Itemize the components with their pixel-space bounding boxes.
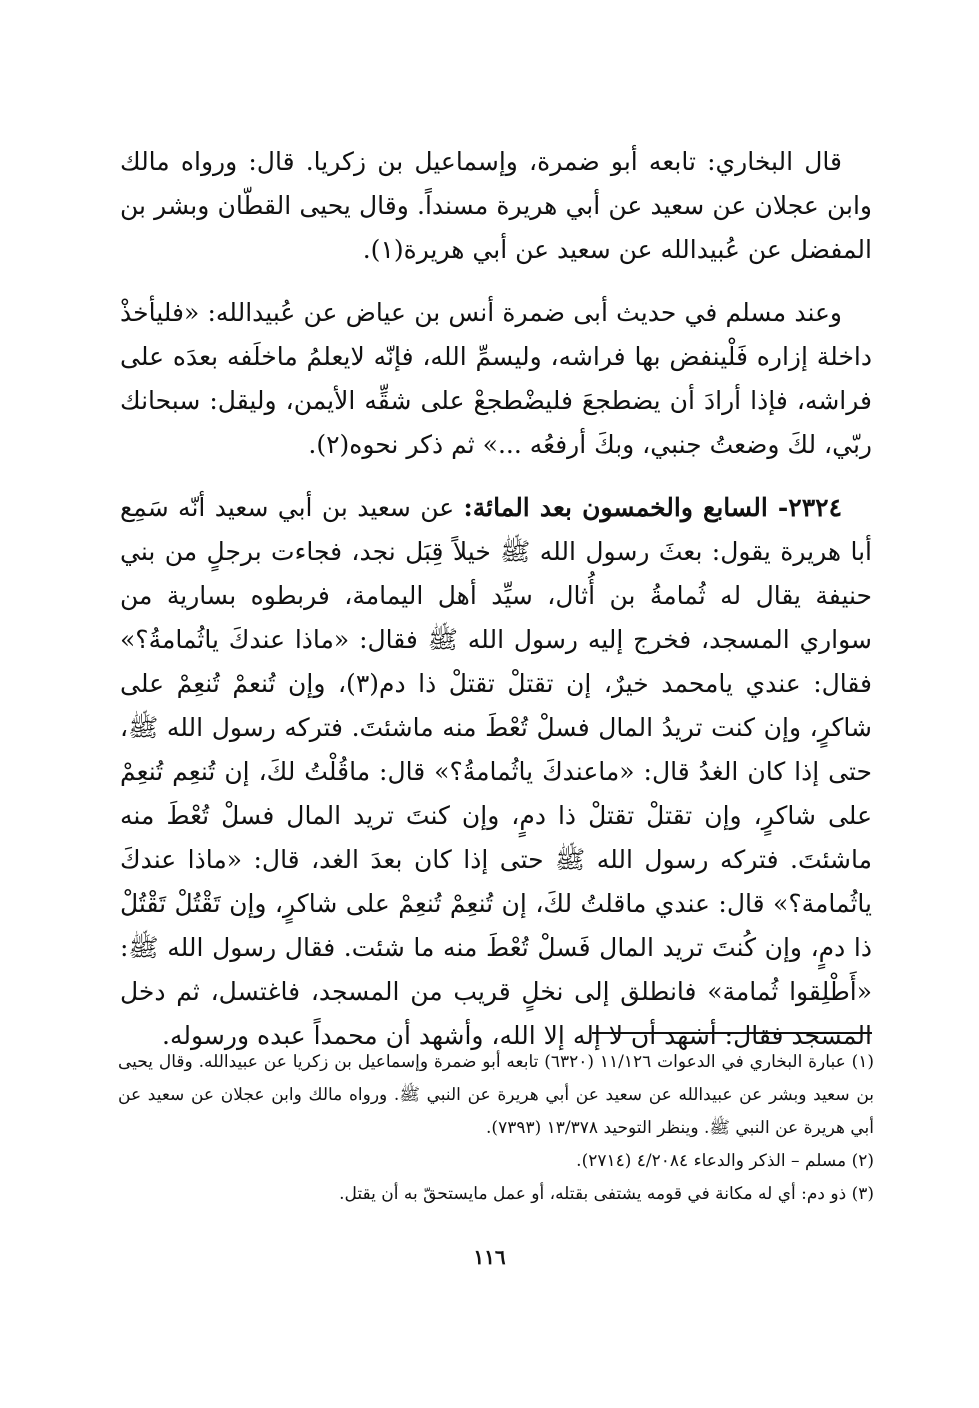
footnote-separator [592,1032,872,1034]
footnote-1: (١) عبارة البخاري في الدعوات ١١/١٢٦ (٦٣٢٠) تابعه أبو ضمرة وإسماعيل بن زكريا عن عبيدالله. وقال يحيى بن سعيد وبشر عن عبيدالله عن سعيد عن أبي هريرة عن النبي ﷺ. ورواه مالك وابن عجلان عن سعيد عن أبي هريرة عن النبي ﷺ. وينظر التوحيد ١٣/٣٧٨ (٧٣٩٣). [118,1052,874,1138]
main-text [120,140,872,1077]
hadith-heading: ٢٣٢٤- السابع والخمسون بعد المائة: [463,493,842,522]
paragraph-hadith-2324 [120,486,872,1058]
footnote-2: (٢) مسلم – الذكر والدعاء ٤/٢٠٨٤ (٢٧١٤). [576,1151,874,1171]
footnotes [118,1046,874,1211]
page-number: ١١٦ [473,1245,506,1269]
hadith-body: عن سعيد بن أبي سعيد أنّه سَمِع أبا هريرة يقول: بعثَ رسول الله ﷺ خيلاً قِبَل نجد، فجاءت برجلٍ من بني حنيفة يقال له ثُمامةُ بن أُثال، سيِّد أهل اليمامة، فربطوه بسارية من سواري المسجد، فخرج إليه رسول الله ﷺ فقال: «ماذا عندكَ ياثُمامةُ؟» فقال: عندي يامحمد خيرٌ، إن تقتلْ تقتلْ ذا دم(٣)، وإن تُنعمْ تُنعِمْ على شاكرٍ، وإن كنت تريدُ المال فسلْ تُعْطَ منه ماشئتَ. فتركه رسول الله ﷺ، حتى إذا كان الغدُ قال: «ماعندكَ ياثُمامةُ؟» قال: ماقُلْتُ لكَ، إن تُنعِم تُنعِمْ على شاكرٍ، وإن تقتلْ تقتلْ ذا دمٍ، وإن كنتَ تريد المال فسلْ تُعْطَ منه ماشئتَ. فتركه رسول الله ﷺ حتى إذا كان بعدَ الغد، قال: «ماذا عندكَ ياثُمامة؟» قال: عندي ماقلتُ لكَ، إن تُنعِمْ تُنعِمْ على شاكرٍ، وإن تَقْتُلْ تَقْتُلْ ذا دمٍ، وإن كُنتَ تريد المال فَسلْ تُعْطَ منه ما شئت. فقال رسول الله ﷺ: «أَطْلِقوا ثُمامة» فانطلق إلى نخلٍ قريب من المسجد، فاغتسل، ثم دخل المسجد فقال: أشهد أن لا إله إلا الله، وأشهد أن محمداً عبده ورسوله. [120,493,872,1050]
footnote-3: (٣) ذو دم: أي له مكانة في قومه يشتفى بقتله، أو عمل مايستحقّ به أن يقتل. [339,1184,874,1204]
paragraph-bukhari-note: قال البخاري: تابعه أبو ضمرة، وإسماعيل بن زكريا. قال: ورواه مالك وابن عجلان عن سعيد عن أبي هريرة مسنداً. وقال يحيى القطّان وبشر بن المفضل عن عُبيدالله عن سعيد عن أبي هريرة(١). [120,147,872,264]
paragraph-muslim-narration: وعند مسلم في حديث أبى ضمرة أنس بن عياض عن عُبيدالله: «فليأخذْ داخلة إزاره فَلْينفض بها فراشه، وليسمِّ الله، فإنّه لايعلمُ ماخلَفه بعدَه على فراشه، فإذا أرادَ أن يضطجعَ فليضْطجعْ على شقِّه الأيمن، وليقل: سبحانك ربّي، لكَ وضعتُ جنبي، وبكَ أرفعُه ...» ثم ذكر نحوه(٢). [120,298,872,459]
